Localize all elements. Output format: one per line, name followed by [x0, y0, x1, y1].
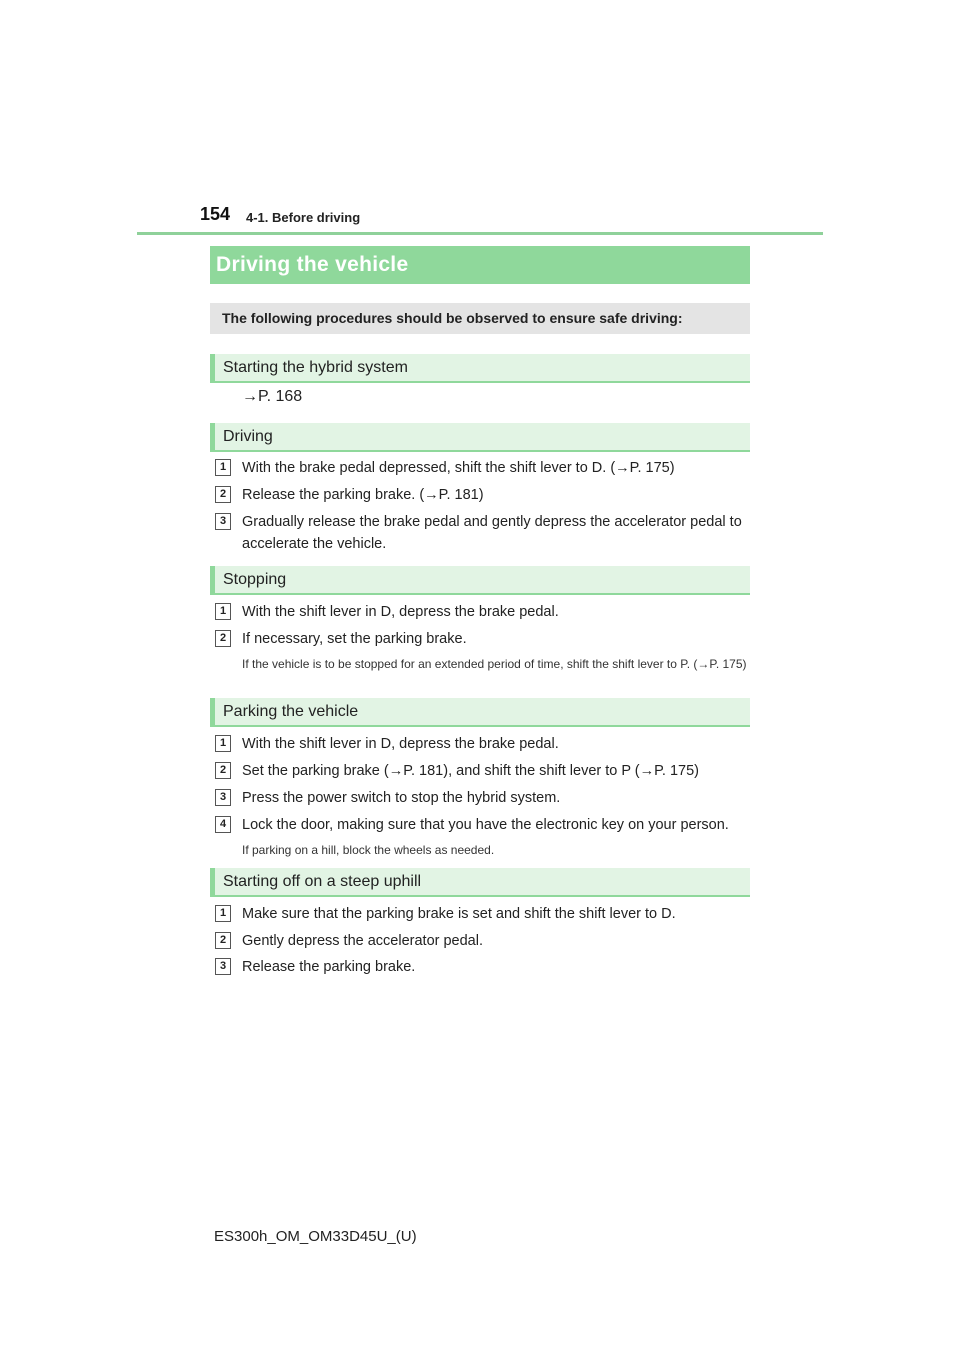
section-heading-starting: Starting the hybrid system: [210, 354, 750, 383]
header-rule: [137, 232, 823, 235]
step-number: 2: [215, 932, 231, 949]
step-number: 3: [215, 789, 231, 806]
step-number: 1: [215, 735, 231, 752]
page-title: Driving the vehicle: [210, 246, 750, 284]
step-number: 3: [215, 513, 231, 530]
intro-text: The following procedures should be observed to ensure safe driving:: [210, 303, 750, 334]
page-number: 154: [200, 204, 231, 224]
step-text: Press the power switch to stop the hybrid system.: [242, 790, 561, 806]
step-number: 2: [215, 762, 231, 779]
section-heading-stopping: Stopping: [210, 566, 750, 595]
step-text: Gradually release the brake pedal and gently depress the accelerator pedal to accelerate the vehicle.: [242, 514, 742, 552]
step-number: 1: [215, 459, 231, 476]
step-number: 2: [215, 630, 231, 647]
step-text: With the shift lever in D, depress the brake pedal.: [242, 604, 559, 620]
document-code: ES300h_OM_OM33D45U_(U): [214, 1228, 417, 1245]
section-heading-driving: Driving: [210, 423, 750, 452]
step-text: Release the parking brake.: [242, 959, 416, 975]
running-head: 4-1. Before driving: [246, 210, 361, 225]
step-text: Lock the door, making sure that you have the electronic key on your person.: [242, 817, 729, 833]
section-heading-uphill: Starting off on a steep uphill: [210, 868, 750, 897]
section-heading-parking: Parking the vehicle: [210, 698, 750, 727]
step-text: Gently depress the accelerator pedal.: [242, 933, 483, 949]
step-text: Make sure that the parking brake is set and shift the shift lever to D.: [242, 906, 676, 922]
step-text: If necessary, set the parking brake.: [242, 631, 467, 647]
step-text: Set the parking brake (→P. 181), and shift the shift lever to P (→P. 175): [242, 763, 700, 779]
page-reference: →P. 168: [242, 388, 303, 405]
note-text: If parking on a hill, block the wheels as needed.: [242, 843, 495, 857]
step-number: 2: [215, 486, 231, 503]
step-number: 4: [215, 816, 231, 833]
note-text: If the vehicle is to be stopped for an extended period of time, shift the shift lever to P. (→P. 175): [242, 657, 747, 671]
step-text: With the brake pedal depressed, shift the shift lever to D. (→P. 175): [242, 460, 675, 476]
step-number: 1: [215, 905, 231, 922]
step-text: With the shift lever in D, depress the brake pedal.: [242, 736, 559, 752]
step-number: 1: [215, 603, 231, 620]
step-number: 3: [215, 958, 231, 975]
step-text: Release the parking brake. (→P. 181): [242, 487, 484, 503]
